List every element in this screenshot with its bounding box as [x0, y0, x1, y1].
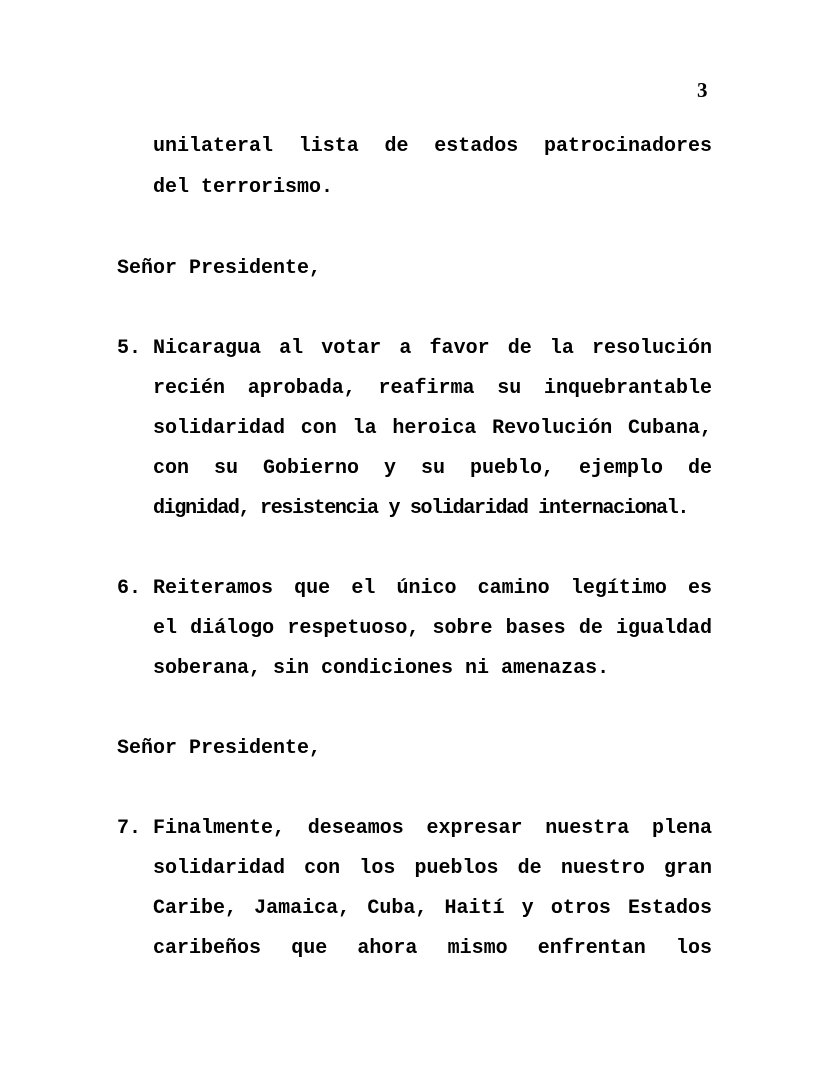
paragraph-line: soberana, sin condiciones ni amenazas. [153, 657, 610, 680]
paragraph-number: 5. [117, 337, 142, 360]
paragraph-line: Caribe, Jamaica, Cuba, Haití y otros Estados [153, 897, 712, 920]
paragraph-line: con su Gobierno y su pueblo, ejemplo de [153, 457, 712, 480]
paragraph-line: caribeños que ahora mismo enfrentan los [153, 937, 712, 960]
paragraph-number: 6. [117, 577, 142, 600]
salutation-heading: Señor Presidente, [117, 737, 322, 760]
paragraph-line: recién aprobada, reafirma su inquebrantable [153, 377, 712, 400]
paragraph-line: solidaridad con los pueblos de nuestro gran [153, 857, 712, 880]
paragraph-number: 7. [117, 817, 142, 840]
paragraph-line: unilateral lista de estados patrocinadores [153, 135, 712, 158]
paragraph-line: el diálogo respetuoso, sobre bases de igualdad [153, 617, 712, 640]
paragraph-line: Nicaragua al votar a favor de la resolución [153, 337, 712, 360]
paragraph-line: Reiteramos que el único camino legítimo es [153, 577, 712, 600]
paragraph-line: del terrorismo. [153, 176, 334, 199]
page-number: 3 [697, 78, 708, 102]
salutation-heading: Señor Presidente, [117, 257, 322, 280]
paragraph-line: dignidad, resistencia y solidaridad internacional. [153, 497, 689, 520]
paragraph-line: solidaridad con la heroica Revolución Cubana, [153, 417, 712, 440]
paragraph-line: Finalmente, deseamos expresar nuestra plena [153, 817, 712, 840]
